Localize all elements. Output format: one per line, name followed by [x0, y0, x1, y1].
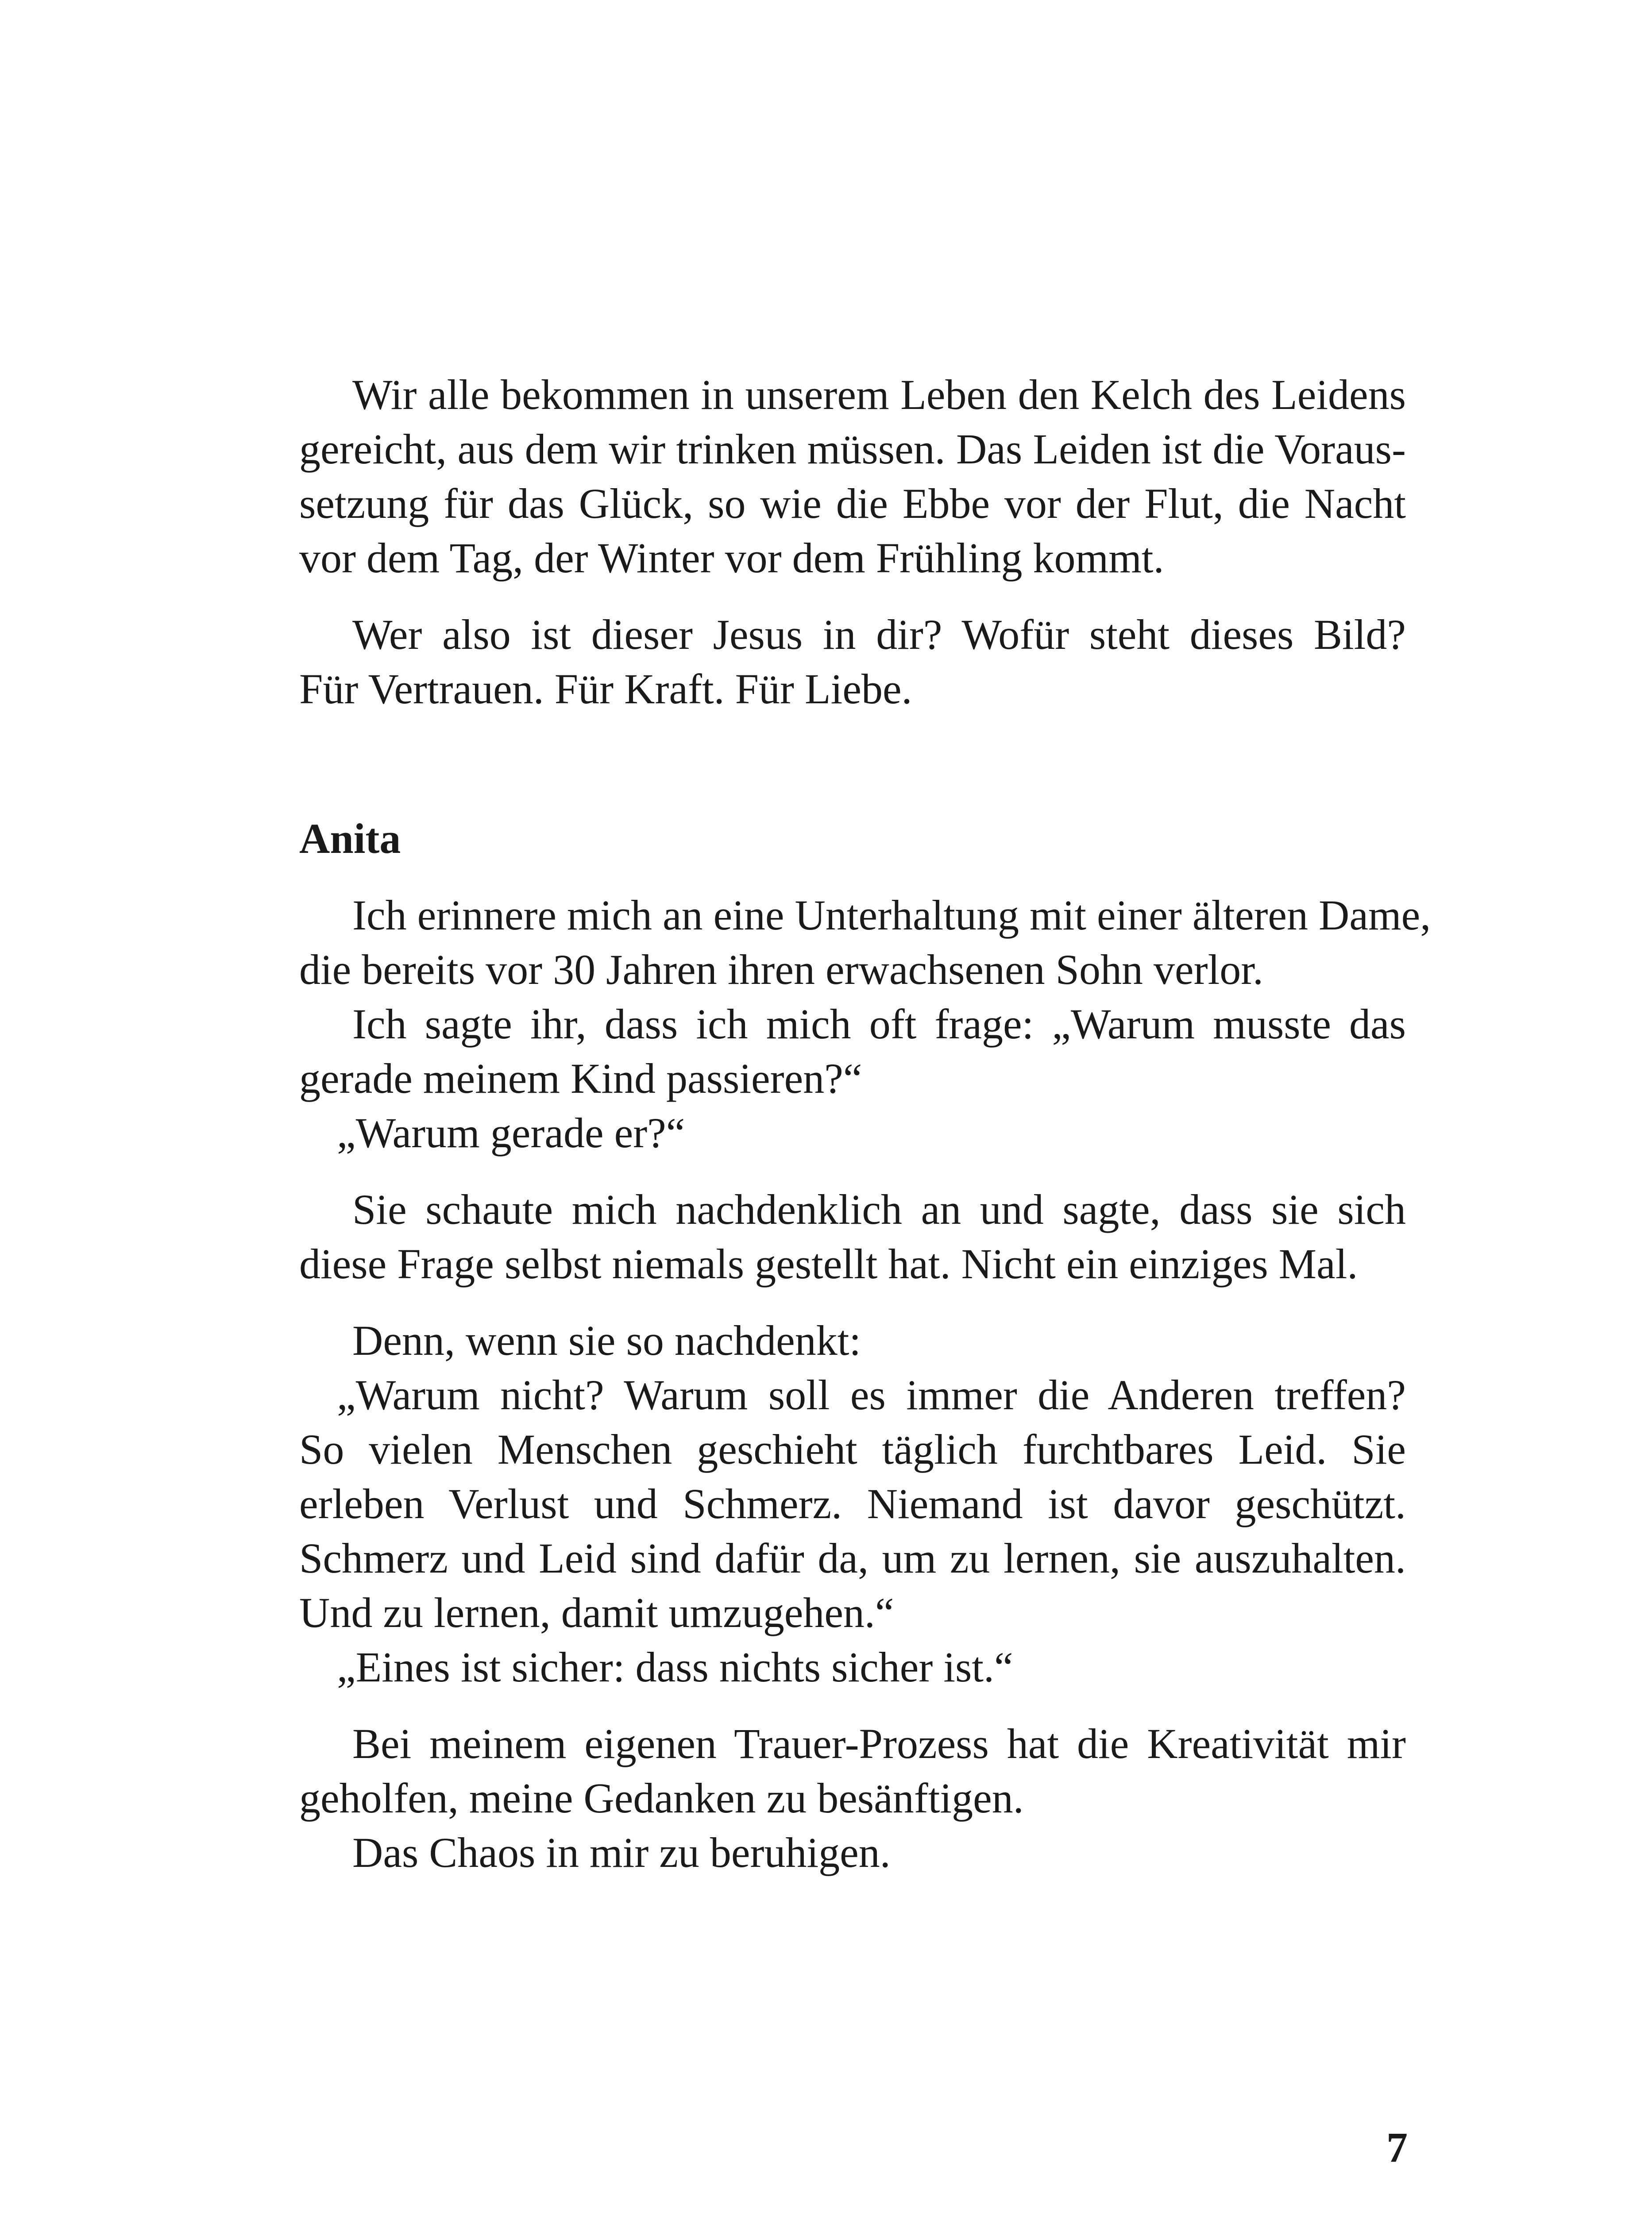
text-line: vor dem Tag, der Winter vor dem Frühling kommt.	[299, 534, 1164, 582]
text-line: erleben Verlust und Schmerz. Niemand ist davor geschützt.	[299, 1480, 1406, 1527]
paragraph-spacer	[299, 866, 1406, 888]
text-line: gereicht, aus dem wir trinken müssen. Das Leiden ist die Voraus-	[299, 425, 1406, 473]
paragraph	[299, 888, 1431, 1160]
text-line: setzung für das Glück, so wie die Ebbe vor der Flut, die Nacht	[299, 480, 1406, 527]
text-line: Bei meinem eigenen Trauer-Prozess hat die Kreativität mir	[352, 1720, 1406, 1767]
text-line: Schmerz und Leid sind dafür da, um zu lernen, sie auszuhalten.	[299, 1534, 1406, 1582]
quote-line: „Eines ist sicher: dass nichts sicher ist.“	[337, 1643, 1013, 1691]
section-spacer	[299, 716, 1406, 811]
text-line: diese Frage selbst niemals gestellt hat. Nicht ein einziges Mal.	[299, 1240, 1358, 1288]
paragraph-spacer	[299, 585, 1406, 607]
text-line: Sie schaute mich nachdenklich an und sagte, dass sie sich	[352, 1186, 1406, 1233]
quote-line: „Warum gerade er?“	[337, 1109, 685, 1157]
text-line: Und zu lernen, damit umzugehen.“	[299, 1589, 894, 1636]
text-line: Ich erinnere mich an eine Unterhaltung mit einer älteren Dame,	[352, 891, 1431, 939]
text-line: Ich sagte ihr, dass ich mich oft frage: „Warum musste das	[352, 1000, 1406, 1048]
text-line: So vielen Menschen geschieht täglich furchtbares Leid. Sie	[299, 1426, 1406, 1473]
text-line: die bereits vor 30 Jahren ihren erwachsenen Sohn verlor.	[299, 946, 1263, 993]
quote-line: „Warum nicht? Warum soll es immer die Anderen treffen?	[337, 1371, 1406, 1419]
paragraph	[299, 1716, 1406, 1880]
text-line: Wer also ist dieser Jesus in dir? Wofür steht dieses Bild?	[352, 611, 1406, 658]
page-number: 7	[1386, 2124, 1408, 2171]
paragraph	[299, 1313, 1406, 1694]
paragraph	[299, 367, 1406, 585]
text-line: Für Vertrauen. Für Kraft. Für Liebe.	[299, 665, 912, 713]
text-line: Das Chaos in mir zu beruhigen.	[352, 1829, 891, 1876]
section-heading: Anita	[299, 815, 401, 862]
paragraph	[299, 1182, 1406, 1291]
paragraph-spacer	[299, 1160, 1406, 1182]
body-text	[299, 367, 1431, 1880]
paragraph	[299, 607, 1406, 716]
text-line: gerade meinem Kind passieren?“	[299, 1055, 862, 1102]
text-line: geholfen, meine Gedanken zu besänftigen.	[299, 1774, 1024, 1822]
paragraph-spacer	[299, 1291, 1406, 1313]
paragraph-spacer	[299, 1694, 1406, 1716]
text-line: Wir alle bekommen in unserem Leben den Kelch des Leidens	[352, 371, 1406, 418]
text-line: Denn, wenn sie so nachdenkt:	[352, 1317, 861, 1364]
